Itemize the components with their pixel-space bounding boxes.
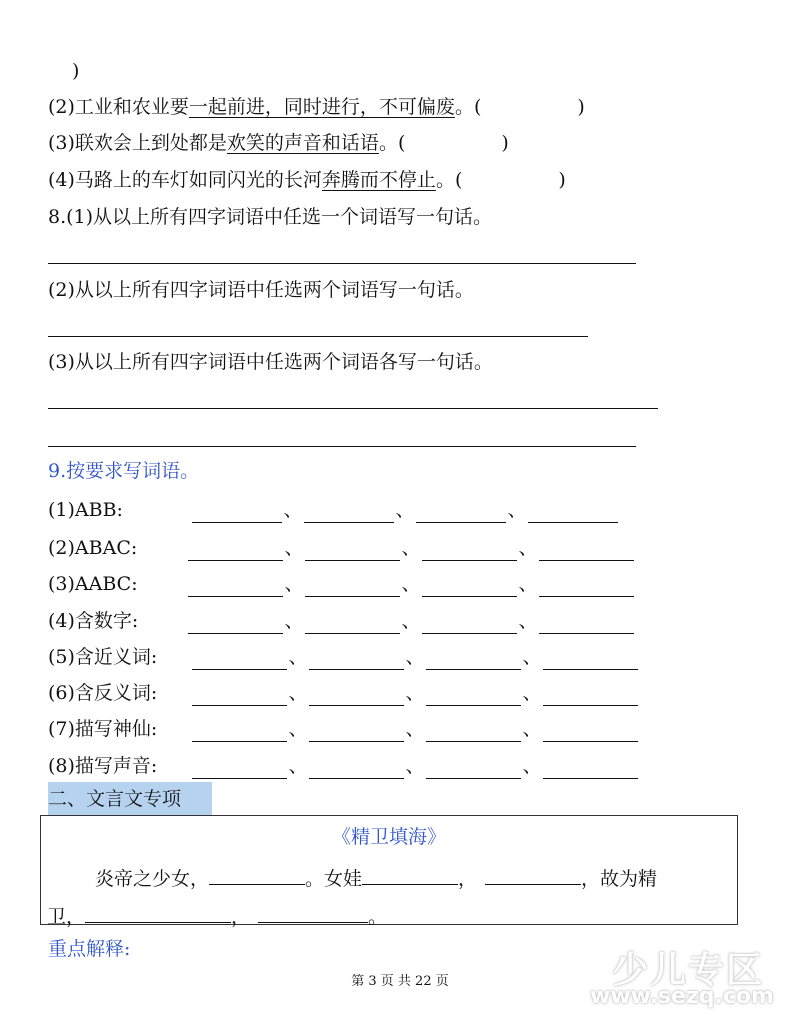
separator: 、 xyxy=(401,610,421,632)
separator: 、 xyxy=(405,755,425,777)
separator: 、 xyxy=(284,610,304,632)
q9-row-label: (6)含反义词: xyxy=(48,682,158,704)
separator: 、 xyxy=(395,499,415,521)
poem-text: 炎帝之少女， xyxy=(95,868,210,890)
poem-text: ， xyxy=(231,906,251,928)
word-blank[interactable] xyxy=(192,760,287,779)
word-blank[interactable] xyxy=(416,504,506,523)
q7-item-3-underlined: 欢笑的声音和话语 xyxy=(226,132,379,154)
word-blank[interactable] xyxy=(188,542,283,561)
separator: 、 xyxy=(401,573,421,595)
word-blank[interactable] xyxy=(192,651,287,670)
poem-blank[interactable] xyxy=(85,902,231,923)
separator: 、 xyxy=(401,537,421,559)
poem-blank[interactable] xyxy=(258,902,368,923)
q9-row-6 xyxy=(48,680,638,706)
word-blank[interactable] xyxy=(304,504,394,523)
q9-row-label: (7)描写神仙: xyxy=(48,718,158,740)
q9-row-7 xyxy=(48,716,638,742)
q9-row-8 xyxy=(48,753,638,779)
word-blank[interactable] xyxy=(422,615,517,634)
separator: 、 xyxy=(288,682,308,704)
poem-text: ， xyxy=(458,868,478,890)
q9-title: 9.按要求写词语。 xyxy=(48,460,200,482)
poem-text: 卫， xyxy=(47,906,86,928)
separator: 、 xyxy=(518,610,538,632)
separator: 、 xyxy=(522,682,542,704)
q8-item-2: (2)从以上所有四字词语中任选两个词语写一句话。 xyxy=(48,279,474,301)
word-blank[interactable] xyxy=(422,578,517,597)
word-blank[interactable] xyxy=(543,687,638,706)
word-blank[interactable] xyxy=(422,542,517,561)
poem-blank[interactable] xyxy=(485,864,581,885)
q9-row-label: (1)ABB: xyxy=(48,499,123,521)
q7-item-2-underlined: 一起前进，同时进行，不可偏废 xyxy=(188,96,455,118)
q7-item-3-paren-close: ) xyxy=(501,132,509,154)
poem-blank[interactable] xyxy=(209,864,305,885)
word-blank[interactable] xyxy=(309,760,404,779)
q7-item-4-paren-open: 。( xyxy=(435,169,463,191)
poem-blank[interactable] xyxy=(362,864,458,885)
word-blank[interactable] xyxy=(426,651,521,670)
q7-item-2-text: (2)工业和农业要 xyxy=(48,96,189,118)
q7-close-paren: ) xyxy=(72,60,80,82)
q9-row-1 xyxy=(48,497,618,523)
word-blank[interactable] xyxy=(305,615,400,634)
word-blank[interactable] xyxy=(309,723,404,742)
page-number: 第 3 页 共 22 页 xyxy=(351,974,449,989)
separator: 、 xyxy=(405,718,425,740)
poem-text: 。女娃 xyxy=(305,868,363,890)
poem-line-2 xyxy=(47,902,387,930)
separator: 、 xyxy=(288,718,308,740)
poem-line-1 xyxy=(95,864,657,892)
word-blank[interactable] xyxy=(192,723,287,742)
q9-row-5 xyxy=(48,644,638,670)
q9-row-label: (8)描写声音: xyxy=(48,755,158,777)
q7-item-4-paren-close: ) xyxy=(558,169,566,191)
watermark-url: www.sezq.com xyxy=(590,984,774,1009)
q8-answer-line-2[interactable] xyxy=(48,336,588,337)
separator: 、 xyxy=(518,537,538,559)
word-blank[interactable] xyxy=(539,542,634,561)
separator: 、 xyxy=(284,573,304,595)
separator: 、 xyxy=(288,646,308,668)
q8-item-1: 8.(1)从以上所有四字词语中任选一个词语写一句话。 xyxy=(48,206,493,228)
q7-item-4-underlined: 奔腾而不停止 xyxy=(321,169,436,191)
q9-row-3 xyxy=(48,571,634,597)
q9-row-4 xyxy=(48,608,634,634)
q7-item-4 xyxy=(48,167,566,193)
word-blank[interactable] xyxy=(309,651,404,670)
word-blank[interactable] xyxy=(426,723,521,742)
word-blank[interactable] xyxy=(539,578,634,597)
section-heading: 二、文言文专项 xyxy=(48,782,212,816)
word-blank[interactable] xyxy=(543,651,638,670)
separator: 、 xyxy=(522,718,542,740)
key-points-heading: 重点解释: xyxy=(48,938,131,960)
q8-answer-line-4[interactable] xyxy=(48,446,636,447)
word-blank[interactable] xyxy=(192,687,287,706)
word-blank[interactable] xyxy=(188,578,283,597)
poem-text: 。 xyxy=(368,906,388,928)
classical-text-box xyxy=(40,815,738,928)
word-blank[interactable] xyxy=(539,615,634,634)
separator: 、 xyxy=(518,573,538,595)
watermark-brand: 少儿专区 xyxy=(612,950,765,991)
q8-answer-line-1[interactable] xyxy=(48,263,636,264)
q7-item-3-text: (3)联欢会上到处都是 xyxy=(48,132,227,154)
q9-row-label: (4)含数字: xyxy=(48,610,139,632)
q7-item-3 xyxy=(48,130,509,156)
q9-row-2 xyxy=(48,535,634,561)
separator: 、 xyxy=(507,499,527,521)
separator: 、 xyxy=(405,682,425,704)
separator: 、 xyxy=(283,499,303,521)
q8-answer-line-3[interactable] xyxy=(48,408,658,409)
q8-item-3: (3)从以上所有四字词语中任选两个词语各写一句话。 xyxy=(48,351,493,373)
separator: 、 xyxy=(522,646,542,668)
q7-item-4-text: (4)马路上的车灯如同闪光的长河 xyxy=(48,169,322,191)
separator: 、 xyxy=(522,755,542,777)
word-blank[interactable] xyxy=(305,542,400,561)
word-blank[interactable] xyxy=(426,687,521,706)
q9-row-label: (2)ABAC: xyxy=(48,537,138,559)
word-blank[interactable] xyxy=(309,687,404,706)
word-blank[interactable] xyxy=(188,615,283,634)
poem-title: 《精卫填海》 xyxy=(331,826,446,848)
q9-row-label: (5)含近义词: xyxy=(48,646,158,668)
word-blank[interactable] xyxy=(305,578,400,597)
separator: 、 xyxy=(284,537,304,559)
q9-row-label: (3)AABC: xyxy=(48,573,138,595)
separator: 、 xyxy=(288,755,308,777)
q7-item-2 xyxy=(48,94,585,120)
word-blank[interactable] xyxy=(528,504,618,523)
word-blank[interactable] xyxy=(192,504,282,523)
poem-text: ，故为精 xyxy=(581,868,658,890)
q7-item-2-paren-open: 。( xyxy=(454,96,482,118)
q7-item-2-paren-close: ) xyxy=(577,96,585,118)
word-blank[interactable] xyxy=(426,760,521,779)
word-blank[interactable] xyxy=(543,723,638,742)
separator: 、 xyxy=(405,646,425,668)
word-blank[interactable] xyxy=(543,760,638,779)
q7-item-3-paren-open: 。( xyxy=(378,132,406,154)
